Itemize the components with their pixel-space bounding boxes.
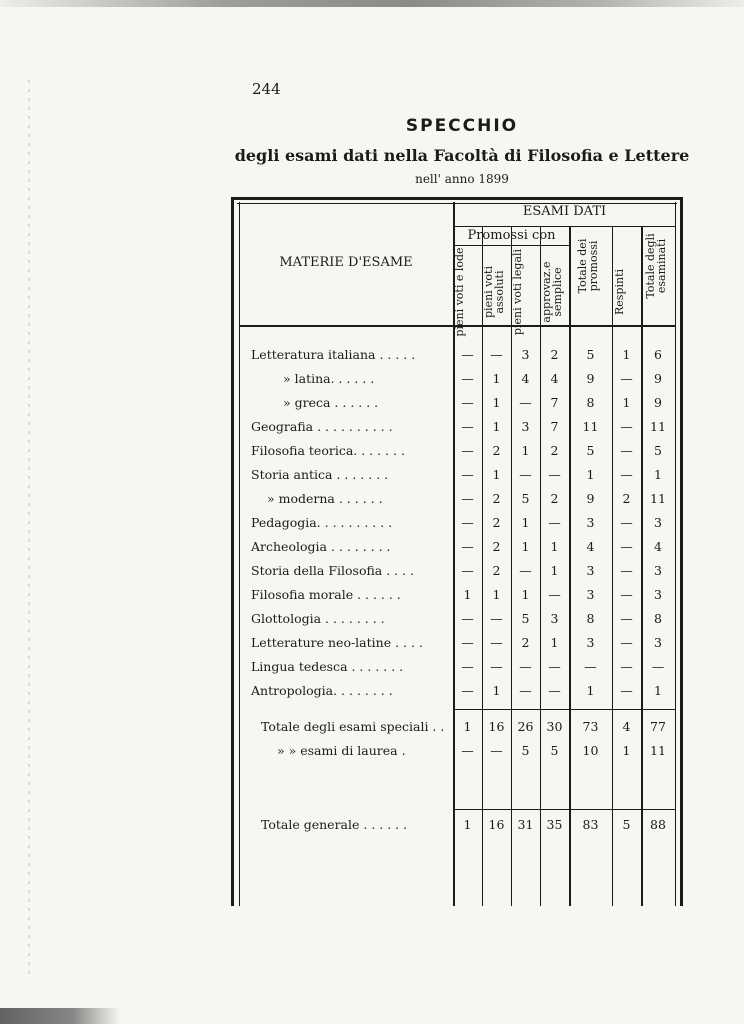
table-cell: 1	[622, 347, 631, 362]
table-cell: 5	[622, 817, 631, 832]
table-cell: 31	[517, 817, 534, 832]
page-number: 244	[252, 80, 281, 98]
table-cell: 1	[492, 395, 501, 410]
table-cell: 5	[586, 347, 595, 362]
table-cell: —	[620, 563, 633, 578]
table-cell: —	[620, 611, 633, 626]
table-cell: 3	[586, 635, 595, 650]
table-cell: 9	[654, 371, 662, 386]
table-cell: —	[620, 443, 633, 458]
table-cell: 1	[622, 743, 631, 758]
column-header: Totale dei promossi	[576, 238, 600, 294]
table-row	[231, 419, 685, 439]
table-row	[231, 491, 685, 511]
year-line: nell' anno 1899	[415, 172, 509, 186]
header-rule	[453, 245, 570, 246]
table-cell: 16	[488, 719, 505, 734]
table-cell: —	[548, 587, 561, 602]
table-cell: —	[461, 371, 474, 386]
page-title: SPECCHIO	[405, 116, 519, 136]
table-cell: 1	[521, 587, 530, 602]
table-cell: 1	[521, 443, 530, 458]
table-cell: 73	[582, 719, 599, 734]
table-cell: 26	[517, 719, 534, 734]
table-cell: 2	[492, 491, 501, 506]
table-cell: 8	[654, 611, 662, 626]
row-label: » » esami di laurea .	[277, 743, 406, 758]
table-cell: —	[490, 635, 503, 650]
table-cell: 1	[654, 683, 662, 698]
table-cell: 1	[492, 467, 501, 482]
table-cell: —	[620, 659, 633, 674]
table-cell: 3	[550, 611, 559, 626]
table-cell: 5	[521, 743, 530, 758]
table-cell: 2	[492, 563, 501, 578]
table-cell: —	[490, 347, 503, 362]
table-row	[231, 611, 685, 631]
table-cell: 88	[650, 817, 666, 832]
table-cell: 1	[492, 371, 501, 386]
table-row	[231, 539, 685, 559]
table-cell: —	[461, 491, 474, 506]
row-label: » greca . . . . . .	[283, 395, 379, 410]
table-cell: 11	[582, 419, 599, 434]
table-cell: —	[519, 659, 532, 674]
table-row	[231, 347, 685, 367]
grand-total-row	[231, 817, 685, 837]
table-cell: 5	[586, 443, 595, 458]
table-cell: 3	[586, 587, 595, 602]
table-cell: 2	[550, 443, 559, 458]
row-label: » latina. . . . . .	[283, 371, 375, 386]
table-cell: —	[461, 515, 474, 530]
header-promossi-con: Promossi con	[467, 228, 556, 243]
table-border-top	[231, 197, 683, 200]
table-row	[231, 587, 685, 607]
table-cell: 11	[650, 419, 666, 434]
subtotal-row	[231, 719, 685, 739]
column-header: pieni voti legali	[511, 248, 524, 336]
table-cell: 5	[550, 743, 559, 758]
header-materie: MATERIE D'ESAME	[279, 255, 413, 270]
table-cell: 1	[492, 419, 501, 434]
page-subtitle: degli esami dati nella Facoltà di Filosofia e Lettere	[234, 146, 690, 165]
exam-table	[231, 197, 685, 906]
table-cell: 3	[586, 515, 595, 530]
table-cell: 6	[654, 347, 662, 362]
table-cell: —	[461, 563, 474, 578]
table-cell: —	[461, 395, 474, 410]
table-cell: —	[548, 515, 561, 530]
table-cell: 5	[521, 491, 530, 506]
table-cell: 11	[650, 491, 666, 506]
table-cell: 1	[586, 683, 595, 698]
table-row	[231, 635, 685, 655]
row-label: » moderna . . . . . .	[267, 491, 383, 506]
table-cell: —	[620, 467, 633, 482]
scan-left-edge	[28, 80, 30, 980]
row-label: Antropologia. . . . . . . .	[251, 683, 393, 698]
table-cell: —	[620, 419, 633, 434]
table-cell: —	[519, 683, 532, 698]
row-label: Totale generale . . . . . .	[261, 817, 408, 832]
table-cell: 10	[582, 743, 599, 758]
row-label: Pedagogia. . . . . . . . . .	[251, 515, 393, 530]
header-esami-dati: ESAMI DATI	[522, 204, 607, 219]
table-cell: 8	[586, 395, 595, 410]
column-header: approvaz.e semplice	[540, 261, 564, 323]
table-cell: —	[461, 635, 474, 650]
table-cell: 2	[521, 635, 530, 650]
column-header: pieni voti e lode	[453, 247, 466, 337]
table-cell: 1	[521, 539, 530, 554]
scan-bottom-edge	[0, 1008, 120, 1024]
table-cell: —	[461, 539, 474, 554]
row-label: Geografia . . . . . . . . . .	[251, 419, 393, 434]
row-label: Letterature neo-latine . . . .	[251, 635, 423, 650]
table-cell: —	[620, 539, 633, 554]
table-row	[231, 515, 685, 535]
header-rule	[453, 226, 676, 227]
table-cell: —	[490, 743, 503, 758]
table-cell: —	[548, 683, 561, 698]
table-cell: —	[620, 371, 633, 386]
subtotal-row	[231, 743, 685, 763]
row-label: Filosofia morale . . . . . .	[251, 587, 401, 602]
total-rule	[453, 809, 676, 810]
table-cell: 2	[492, 539, 501, 554]
table-cell: 1	[463, 587, 472, 602]
table-cell: 11	[650, 743, 666, 758]
table-cell: 77	[650, 719, 666, 734]
table-cell: 4	[622, 719, 631, 734]
table-cell: —	[490, 659, 503, 674]
table-cell: 1	[586, 467, 595, 482]
row-label: Lingua tedesca . . . . . . .	[251, 659, 404, 674]
table-cell: —	[461, 443, 474, 458]
table-cell: —	[519, 467, 532, 482]
table-row	[231, 371, 685, 391]
table-row	[231, 563, 685, 583]
table-cell: 2	[550, 491, 559, 506]
row-label: Glottologia . . . . . . . .	[251, 611, 385, 626]
table-cell: 1	[654, 467, 662, 482]
table-cell: 1	[463, 719, 472, 734]
table-cell: —	[548, 659, 561, 674]
table-cell: 3	[654, 587, 662, 602]
table-cell: 3	[654, 515, 662, 530]
table-cell: —	[461, 683, 474, 698]
table-cell: 4	[550, 371, 559, 386]
table-cell: 4	[586, 539, 595, 554]
table-cell: 3	[654, 635, 662, 650]
table-cell: —	[461, 659, 474, 674]
table-cell: 4	[521, 371, 530, 386]
table-cell: —	[461, 467, 474, 482]
table-cell: 9	[586, 491, 595, 506]
table-cell: 1	[622, 395, 631, 410]
table-cell: —	[620, 587, 633, 602]
table-cell: 1	[550, 539, 559, 554]
table-cell: 2	[492, 443, 501, 458]
row-label: Storia della Filosofia . . . .	[251, 563, 415, 578]
table-cell: 2	[622, 491, 631, 506]
table-cell: 3	[586, 563, 595, 578]
table-row	[231, 443, 685, 463]
table-cell: 3	[654, 563, 662, 578]
row-label: Totale degli esami speciali . .	[261, 719, 445, 734]
table-cell: —	[461, 743, 474, 758]
table-cell: —	[620, 515, 633, 530]
table-cell: 8	[586, 611, 595, 626]
table-cell: —	[461, 347, 474, 362]
table-cell: —	[461, 419, 474, 434]
table-cell: 83	[582, 817, 599, 832]
table-row	[231, 467, 685, 487]
table-cell: 7	[550, 419, 559, 434]
table-cell: 30	[546, 719, 563, 734]
subtotal-rule	[453, 709, 676, 710]
table-cell: 5	[521, 611, 530, 626]
table-cell: 3	[521, 419, 530, 434]
table-cell: 3	[521, 347, 530, 362]
table-cell: —	[490, 611, 503, 626]
table-cell: —	[461, 611, 474, 626]
table-cell: 1	[492, 587, 501, 602]
row-label: Filosofia teorica. . . . . . .	[251, 443, 405, 458]
table-cell: —	[584, 659, 597, 674]
table-cell: 7	[550, 395, 559, 410]
table-cell: 1	[550, 635, 559, 650]
table-cell: —	[620, 635, 633, 650]
row-label: Archeologia . . . . . . . .	[251, 539, 391, 554]
table-cell: —	[519, 563, 532, 578]
table-cell: —	[620, 683, 633, 698]
table-cell: 1	[463, 817, 472, 832]
table-cell: 4	[654, 539, 662, 554]
table-cell: 2	[550, 347, 559, 362]
table-row	[231, 659, 685, 679]
table-cell: 35	[546, 817, 563, 832]
scan-top-edge	[0, 0, 744, 7]
table-cell: 5	[654, 443, 662, 458]
column-header: pieni voti assoluti	[482, 266, 506, 318]
table-cell: 2	[492, 515, 501, 530]
table-cell: 1	[492, 683, 501, 698]
column-header: Respinti	[613, 268, 626, 316]
table-cell: 9	[654, 395, 662, 410]
table-cell: 16	[488, 817, 505, 832]
table-cell: 1	[521, 515, 530, 530]
table-row	[231, 395, 685, 415]
table-row	[231, 683, 685, 703]
table-cell: 9	[586, 371, 595, 386]
row-label: Letteratura italiana . . . . .	[251, 347, 416, 362]
table-cell: —	[519, 395, 532, 410]
table-cell: —	[548, 467, 561, 482]
column-header: Totale degli esaminati	[644, 233, 668, 299]
row-label: Storia antica . . . . . . .	[251, 467, 389, 482]
table-cell: 1	[550, 563, 559, 578]
table-cell: —	[651, 659, 665, 674]
